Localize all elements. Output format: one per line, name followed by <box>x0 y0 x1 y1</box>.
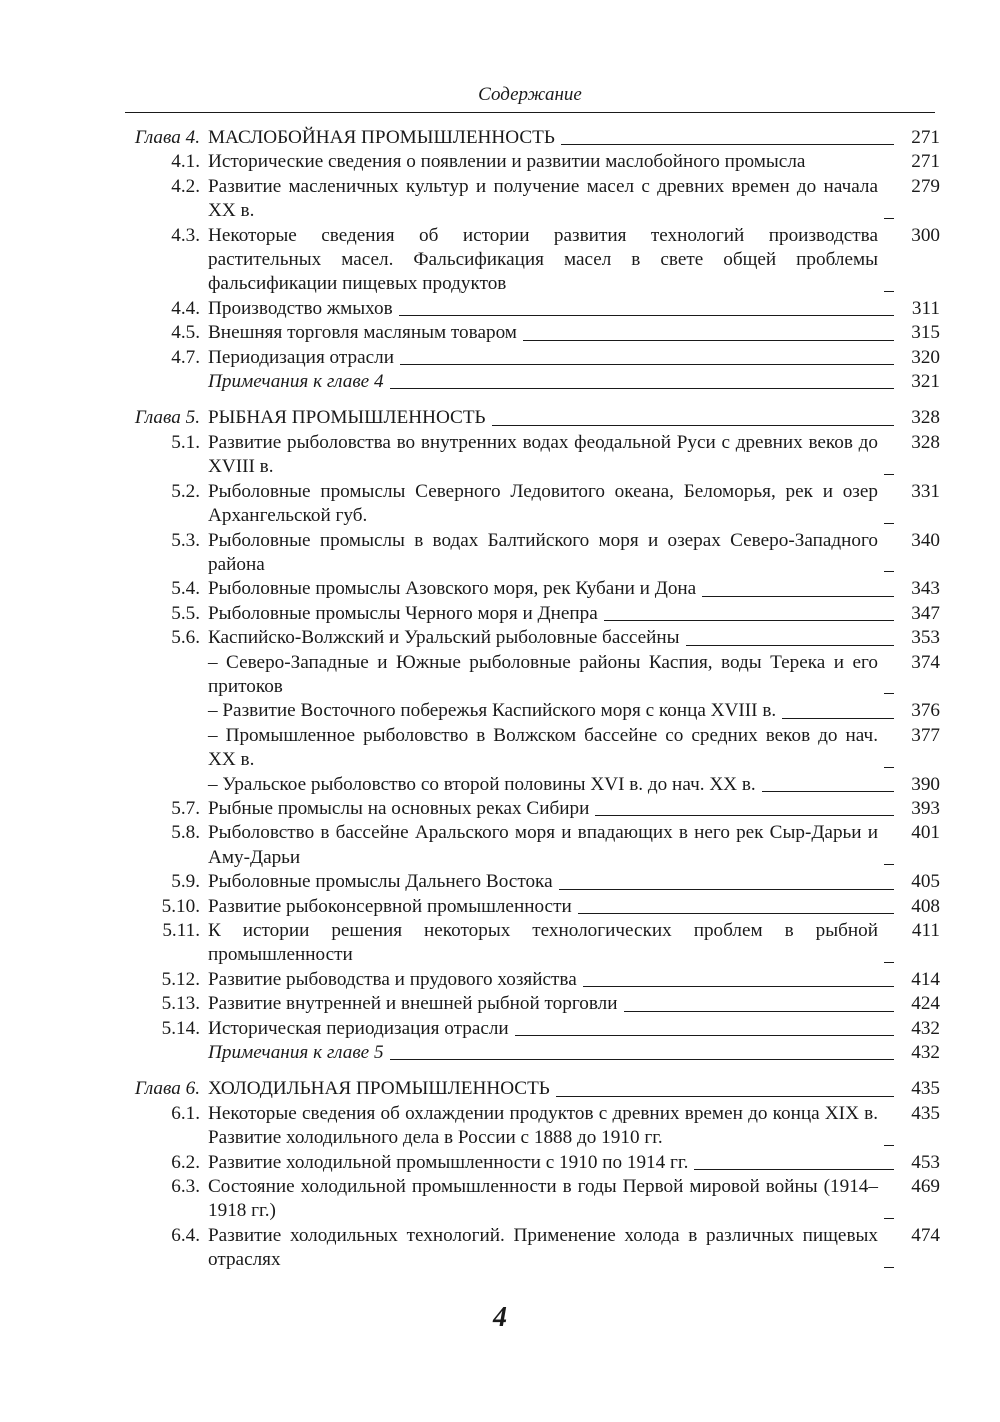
toc-chapter-row <box>120 406 940 430</box>
toc-entry-number: 4.5. <box>171 322 200 344</box>
toc-leader-line <box>782 718 894 719</box>
toc-entry-row <box>120 1224 940 1273</box>
toc-page-number: 414 <box>911 968 940 990</box>
toc-entry-number: 4.1. <box>171 151 200 173</box>
toc-leader-line <box>884 571 894 572</box>
toc-entry-number: 5.3. <box>171 529 200 551</box>
toc-entry-number: 5.6. <box>171 627 200 649</box>
toc-page-number: 271 <box>911 127 940 148</box>
toc-entry-row <box>120 626 940 650</box>
toc-page-number: 432 <box>911 1017 940 1039</box>
toc-entry-title: К истории решения некоторых технологических проблем в рыбной промышленности <box>208 920 878 966</box>
toc-entry-title: Развитие внутренней и внешней рыбной торговли <box>208 993 618 1015</box>
toc-leader-line <box>702 596 894 597</box>
toc-entry-number: 6.4. <box>171 1224 200 1246</box>
toc-entry-body <box>208 1224 902 1273</box>
toc-page-number: 347 <box>911 602 940 624</box>
toc-entry-number: 6.3. <box>171 1176 200 1198</box>
toc-leader-line <box>556 1096 894 1097</box>
toc-page-number: 320 <box>911 346 940 368</box>
toc-entry-number: 5.1. <box>171 431 200 453</box>
toc-leader-line <box>559 889 894 890</box>
toc-entry-body <box>208 1041 902 1065</box>
toc-page-number: 393 <box>911 797 940 819</box>
toc-chapter-row <box>120 1077 940 1101</box>
toc-entry-body <box>208 626 902 650</box>
toc-leader-line <box>884 1267 894 1268</box>
toc-entry-number: 5.13. <box>161 993 200 1015</box>
toc-entry-body <box>208 992 902 1016</box>
toc-entry-number: 5.4. <box>171 578 200 600</box>
toc-leader-line <box>884 474 894 475</box>
toc-leader-line <box>399 315 894 316</box>
toc-page-number: 328 <box>911 431 940 453</box>
toc-entry-title: Внешняя торговля масляным товаром <box>208 322 517 344</box>
toc-entry-body <box>208 346 902 370</box>
toc-entry-row <box>120 480 940 529</box>
toc-leader-line <box>595 815 894 816</box>
toc-entry-number: 4.3. <box>171 224 200 246</box>
toc-leader-line <box>492 425 894 426</box>
toc-page-number: 271 <box>911 151 940 173</box>
toc-entry-body <box>208 480 902 529</box>
toc-page-number: 401 <box>911 822 940 844</box>
toc-entry-row <box>120 797 940 821</box>
toc-page-number: 328 <box>911 407 940 429</box>
toc-entry-body <box>208 150 902 174</box>
toc-entry-row <box>120 773 940 797</box>
toc-entry-number: 5.9. <box>171 871 200 893</box>
toc-page-number: 374 <box>911 651 940 673</box>
toc-entry-title: Историческая периодизация отрасли <box>208 1017 509 1039</box>
toc-page-number: 432 <box>911 1042 940 1064</box>
toc-entry-row <box>120 224 940 297</box>
toc-page-number: 321 <box>911 371 940 393</box>
toc-page-number: 405 <box>911 871 940 893</box>
toc-leader-line <box>884 218 894 219</box>
toc-page-number: 377 <box>911 724 940 746</box>
toc-leader-line <box>762 791 894 792</box>
toc-entry-row <box>120 651 940 700</box>
toc-entry-row <box>120 699 940 723</box>
toc-entry-row <box>120 1175 940 1224</box>
toc-page-number: 474 <box>911 1224 940 1246</box>
toc-entry-number: 6.2. <box>171 1151 200 1173</box>
toc-page-number: 376 <box>911 700 940 722</box>
toc-entry-body <box>208 321 902 345</box>
toc-entry-row <box>120 577 940 601</box>
toc-leader-line <box>884 1145 894 1146</box>
toc-entry-body <box>208 919 902 968</box>
toc-entry-body <box>208 1151 902 1175</box>
toc-entry-title: Рыболовные промыслы Азовского моря, рек Кубани и Дона <box>208 578 697 600</box>
toc-leader-line <box>686 645 894 646</box>
toc-entry-body <box>208 224 902 297</box>
toc-leader-line <box>624 1011 895 1012</box>
toc-notes-row <box>120 370 940 394</box>
toc-entry-title: – Северо-Западные и Южные рыболовные районы Каспия, воды Терека и его притоков <box>208 651 878 697</box>
toc-page-number: 279 <box>911 175 940 197</box>
toc-entry-row <box>120 150 940 174</box>
toc-entry-title: Производство жмыхов <box>208 297 393 319</box>
toc-entry-row <box>120 919 940 968</box>
toc-leader-line <box>884 1218 894 1219</box>
toc-entry-title: МАСЛОБОЙНАЯ ПРОМЫШЛЕННОСТЬ <box>208 127 555 148</box>
toc-entry-title: Каспийско-Волжский и Уральский рыболовные бассейны <box>208 627 680 649</box>
toc-entry-title: – Промышленное рыболовство в Волжском бассейне со средних веков до нач. XX в. <box>208 724 878 771</box>
toc-page-number: 424 <box>911 993 940 1015</box>
toc-page-number: 311 <box>911 297 940 319</box>
toc-entry-body <box>208 699 902 723</box>
toc-leader-line <box>561 144 894 145</box>
toc-entry-title: Рыбные промыслы на основных реках Сибири <box>208 797 590 819</box>
toc-entry-title: Развитие рыбоводства и прудового хозяйства <box>208 968 577 990</box>
toc-entry-body <box>208 895 902 919</box>
toc-entry-row <box>120 968 940 992</box>
toc-entry-row <box>120 175 940 224</box>
toc-entry-number: 4.7. <box>171 346 200 368</box>
toc-entry-row <box>120 724 940 773</box>
toc-leader-line <box>884 864 894 865</box>
toc-page-number: 411 <box>911 920 940 941</box>
toc-entry-body <box>208 126 902 150</box>
toc-page-number: 435 <box>911 1102 940 1124</box>
toc-entry-body <box>208 297 902 321</box>
toc-leader-line <box>884 291 894 292</box>
toc-entry-body <box>208 968 902 992</box>
toc-entry-body <box>208 370 902 394</box>
toc-entry-row <box>120 821 940 870</box>
toc-entry-title: Развитие рыбоконсервной промышленности <box>208 895 572 917</box>
toc-leader-line <box>583 986 894 987</box>
toc-page-number: 343 <box>911 578 940 600</box>
toc-entry-title: Развитие холодильных технологий. Применение холода в различных пищевых отраслях <box>208 1224 878 1271</box>
toc-entry-number: 5.8. <box>171 822 200 844</box>
toc-leader-line <box>604 620 894 621</box>
toc-entry-body <box>208 773 902 797</box>
toc-entry-title: Развитие рыболовства во внутренних водах феодальной Руси с древних веков до XVIII в. <box>208 431 878 478</box>
toc-entry-title: Рыболовные промыслы Черного моря и Днепра <box>208 602 598 624</box>
toc-page-number: 469 <box>911 1176 940 1198</box>
toc-page-number: 300 <box>911 224 940 246</box>
toc-entry-number: 6.1. <box>171 1102 200 1124</box>
toc-leader-line <box>884 523 894 524</box>
toc-entry-number: 5.7. <box>171 797 200 819</box>
toc-entry-body <box>208 602 902 626</box>
page-number: 4 <box>493 1302 507 1333</box>
toc-entry-body <box>208 1077 902 1101</box>
toc-entry-title: Некоторые сведения об истории развития технологий производства растительных масел. Фальсификация масел в свете общей проблемы фальсификации пищевых продуктов <box>208 224 878 295</box>
toc-entry-body <box>208 724 902 773</box>
toc-leader-line <box>884 693 894 694</box>
toc-page-number: 453 <box>911 1151 940 1173</box>
toc-entry-number: 5.14. <box>161 1017 200 1039</box>
toc-entry-row <box>120 321 940 345</box>
toc-entry-number: Глава 5. <box>134 407 200 429</box>
toc-entry-number: Глава 4. <box>134 127 200 148</box>
toc-entry-title: Рыболовные промыслы Дальнего Востока <box>208 871 553 893</box>
table-of-contents <box>120 126 940 1273</box>
toc-entry-body <box>208 1175 902 1224</box>
running-header: Содержание <box>125 84 935 113</box>
toc-entry-title: РЫБНАЯ ПРОМЫШЛЕННОСТЬ <box>208 407 486 429</box>
toc-entry-title: Состояние холодильной промышленности в годы Первой мировой войны (1914–1918 гг.) <box>208 1176 878 1222</box>
toc-entry-number: 5.10. <box>161 895 200 917</box>
toc-entry-row <box>120 1017 940 1041</box>
toc-entry-title: Рыболовные промыслы в водах Балтийского моря и озерах Северо-Западного района <box>208 529 878 575</box>
toc-entry-title: ХОЛОДИЛЬНАЯ ПРОМЫШЛЕННОСТЬ <box>208 1078 550 1100</box>
toc-entry-row <box>120 870 940 894</box>
toc-leader-line <box>390 388 894 389</box>
toc-entry-number: 4.4. <box>171 297 200 319</box>
toc-entry-row <box>120 431 940 480</box>
toc-entry-title: Примечания к главе 5 <box>208 1042 384 1064</box>
toc-entry-title: Примечания к главе 4 <box>208 371 384 393</box>
toc-entry-row <box>120 602 940 626</box>
toc-leader-line <box>694 1169 894 1170</box>
toc-leader-line <box>578 913 894 914</box>
toc-entry-body <box>208 175 902 224</box>
toc-entry-row <box>120 895 940 919</box>
toc-notes-row <box>120 1041 940 1065</box>
toc-entry-body <box>208 870 902 894</box>
toc-leader-line <box>390 1059 894 1060</box>
toc-page-number: 435 <box>911 1078 940 1100</box>
toc-entry-number: 5.12. <box>161 968 200 990</box>
toc-entry-row <box>120 1102 940 1151</box>
toc-entry-title: – Уральское рыболовство со второй половины XVI в. до нач. XX в. <box>208 773 756 795</box>
toc-entry-title: Некоторые сведения об охлаждении продуктов с древних времен до конца XIX в. Развитие холодильного дела в России с 1888 до 1910 гг. <box>208 1102 878 1149</box>
toc-entry-body <box>208 821 902 870</box>
toc-entry-row <box>120 1151 940 1175</box>
toc-entry-body <box>208 431 902 480</box>
toc-entry-body <box>208 529 902 578</box>
toc-entry-body <box>208 1017 902 1041</box>
toc-entry-body <box>208 577 902 601</box>
toc-entry-title: Исторические сведения о появлении и развитии маслобойного промысла <box>208 151 806 173</box>
toc-chapter-row <box>120 126 940 150</box>
toc-entry-title: Периодизация отрасли <box>208 346 394 368</box>
toc-entry-row <box>120 346 940 370</box>
toc-entry-body <box>208 651 902 700</box>
toc-entry-row <box>120 992 940 1016</box>
toc-entry-title: – Развитие Восточного побережья Каспийского моря с конца XVIII в. <box>208 700 777 722</box>
toc-entry-number: 4.2. <box>171 175 200 197</box>
toc-page-number: 340 <box>911 529 940 551</box>
toc-entry-title: Рыболовные промыслы Северного Ледовитого океана, Беломорья, рек и озер Архангельской губ. <box>208 480 878 527</box>
toc-entry-row <box>120 529 940 578</box>
toc-leader-line <box>884 767 894 768</box>
toc-entry-number: 5.11. <box>162 920 200 941</box>
toc-page-number: 315 <box>911 322 940 344</box>
toc-entry-number: 5.2. <box>171 480 200 502</box>
toc-leader-line <box>884 962 894 963</box>
toc-entry-body <box>208 797 902 821</box>
toc-leader-line <box>523 340 894 341</box>
toc-entry-body <box>208 406 902 430</box>
toc-entry-number: 5.5. <box>171 602 200 624</box>
toc-entry-title: Развитие холодильной промышленности с 1910 по 1914 гг. <box>208 1151 689 1173</box>
toc-entry-row <box>120 297 940 321</box>
toc-leader-line <box>400 364 894 365</box>
toc-page-number: 331 <box>911 480 940 502</box>
toc-entry-number: Глава 6. <box>134 1078 200 1100</box>
toc-entry-title: Развитие масленичных культур и получение масел с древних времен до начала XX в. <box>208 175 878 222</box>
toc-page-number: 353 <box>911 627 940 649</box>
toc-page-number: 408 <box>911 895 940 917</box>
toc-entry-title: Рыболовство в бассейне Аральского моря и впадающих в него рек Сыр-Дарьи и Аму-Дарьи <box>208 822 878 868</box>
toc-leader-line <box>515 1035 894 1036</box>
toc-page-number: 390 <box>911 773 940 795</box>
toc-entry-body <box>208 1102 902 1151</box>
